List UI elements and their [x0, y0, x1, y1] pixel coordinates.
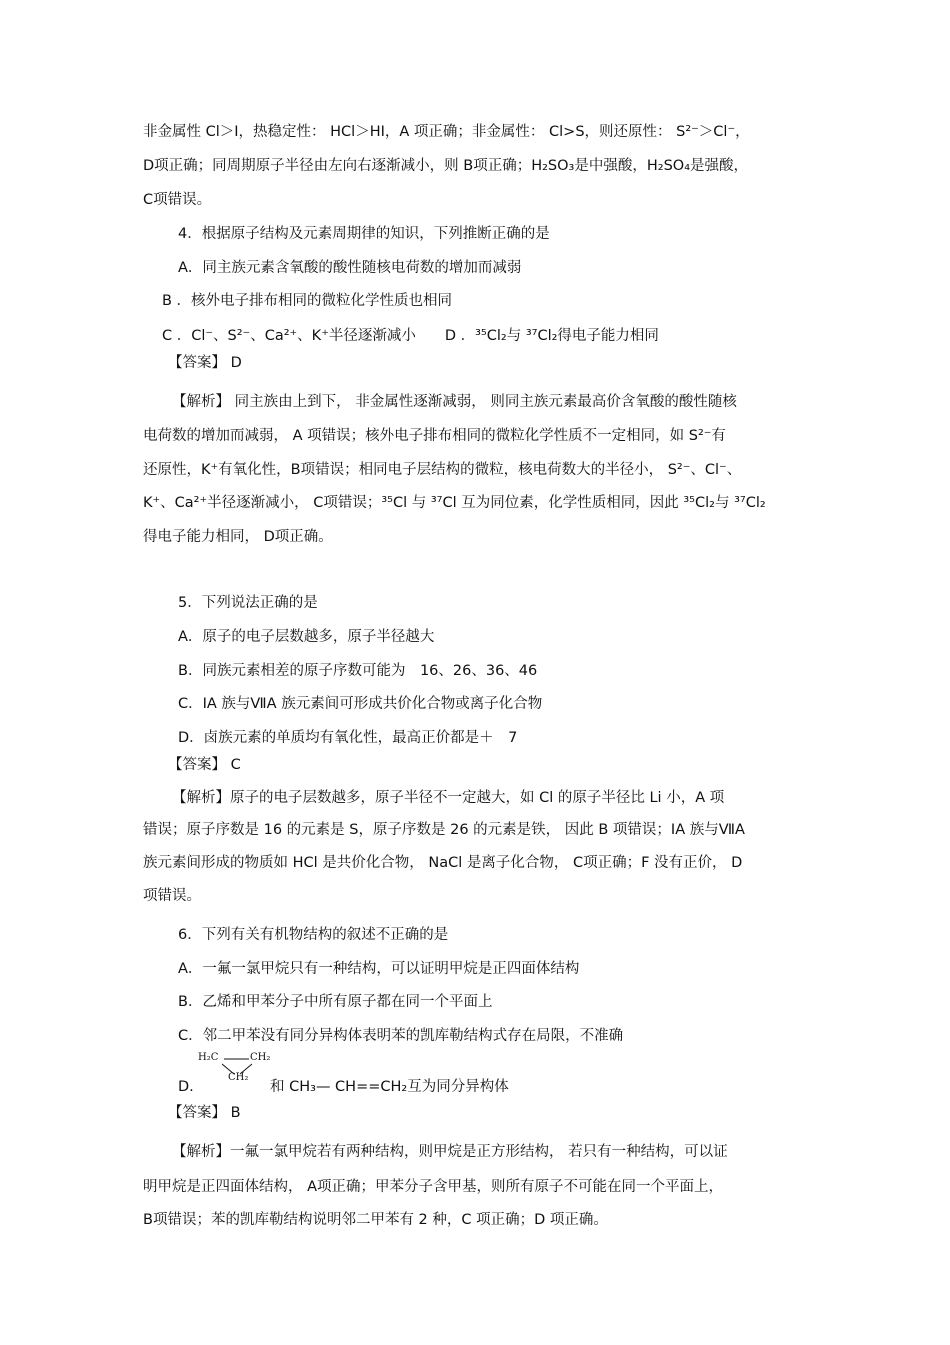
q4-option-b: B ．核外电子排布相同的微粒化学性质也相同 — [162, 293, 453, 309]
q5-option-c: C．ⅠA 族与ⅦA 族元素间可形成共价化合物或离子化合物 — [178, 696, 543, 712]
q4-answer: 【答案】 D — [168, 355, 242, 371]
q6-stem: 6．下列有关有机物结构的叙述不正确的是 — [178, 927, 449, 943]
struct-bottom-label: CH₂ — [228, 1072, 249, 1083]
q4-option-c-d: C ．Cl⁻、S²⁻、Ca²⁺、K⁺半径逐渐减小 D ．³⁵Cl₂与 ³⁷Cl₂得电子能力相同 — [162, 328, 659, 344]
q4-analysis-line-3: 还原性，K⁺有氧化性，B项错误；相同电子层结构的微粒，核电荷数大的半径小， S²⁻、Cl⁻、 — [143, 462, 742, 478]
q5-stem: 5．下列说法正确的是 — [178, 595, 318, 611]
q4-stem: 4．根据原子结构及元素周期律的知识，下列推断正确的是 — [178, 226, 550, 242]
intro-line-3: C项错误。 — [143, 192, 212, 208]
q6-analysis-line-3: B项错误；苯的凯库勒结构说明邻二甲苯有 2 种，C 项正确；D 项正确。 — [143, 1212, 608, 1228]
q5-answer: 【答案】 C — [168, 757, 241, 773]
q4-analysis-line-1: 【解析】 同主族由上到下， 非金属性逐渐减弱， 则同主族元素最高价含氧酸的酸性随核 — [172, 394, 737, 410]
q6-option-c: C．邻二甲苯没有同分异构体表明苯的凯库勒结构式存在局限，不准确 — [178, 1028, 624, 1044]
q6-option-b: B．乙烯和甲苯分子中所有原子都在同一个平面上 — [178, 994, 493, 1010]
q4-analysis-line-4: K⁺、Ca²⁺半径逐渐减小， C项错误；³⁵Cl 与 ³⁷Cl 互为同位素，化学性质相同，因此 ³⁵Cl₂与 ³⁷Cl₂ — [143, 495, 766, 511]
q5-analysis-line-4: 项错误。 — [143, 888, 201, 904]
q6-analysis-line-1: 【解析】一氟一氯甲烷若有两种结构，则甲烷是正方形结构， 若只有一种结构，可以证 — [172, 1144, 728, 1160]
q5-option-d: D．卤族元素的单质均有氧化性，最高正价都是＋ 7 — [178, 730, 518, 746]
q6-analysis-line-2: 明甲烷是正四面体结构， A项正确；甲苯分子含甲基，则所有原子不可能在同一个平面上， — [143, 1179, 724, 1195]
q5-analysis-line-1: 【解析】原子的电子层数越多，原子半径不一定越大，如 Cl 的原子半径比 Li 小，A 项 — [172, 790, 725, 806]
intro-line-1: 非金属性 Cl＞I，热稳定性： HCl＞HI，A 项正确；非金属性： Cl>S，则还原性： S²⁻＞Cl⁻， — [143, 124, 750, 140]
q4-analysis-line-5: 得电子能力相同， D项正确。 — [143, 529, 333, 545]
q5-analysis-line-2: 错误；原子序数是 16 的元素是 S，原子序数是 26 的元素是铁， 因此 B 项错误；ⅠA 族与ⅦA — [143, 822, 745, 838]
intro-line-2: D项正确；同周期原子半径由左向右逐渐减小，则 B项正确；H₂SO₃是中强酸，H₂SO₄是强酸， — [143, 158, 749, 174]
q6-option-d-text: 和 CH₃— CH==CH₂互为同分异构体 — [270, 1079, 509, 1095]
q6-answer: 【答案】 B — [168, 1105, 241, 1121]
cyclopropane-structure — [198, 1050, 278, 1090]
q4-option-a: A．同主族元素含氧酸的酸性随核电荷数的增加而减弱 — [178, 260, 522, 276]
q5-option-b: B．同族元素相差的原子序数可能为 16、26、36、46 — [178, 663, 538, 679]
struct-left-label: H₂C — [198, 1052, 219, 1063]
q6-option-a: A．一氟一氯甲烷只有一种结构，可以证明甲烷是正四面体结构 — [178, 961, 580, 977]
struct-right-label: CH₂ — [250, 1052, 271, 1063]
q4-analysis-line-2: 电荷数的增加而减弱， A 项错误；核外电子排布相同的微粒化学性质不一定相同，如 S²⁻有 — [143, 428, 726, 444]
q5-analysis-line-3: 族元素间形成的物质如 HCl 是共价化合物， NaCl 是离子化合物， C项正确；F 没有正价， D — [143, 855, 743, 871]
struct-bonds — [198, 1050, 278, 1090]
q5-option-a: A．原子的电子层数越多，原子半径越大 — [178, 629, 435, 645]
q6-option-d-label: D. — [178, 1079, 194, 1095]
